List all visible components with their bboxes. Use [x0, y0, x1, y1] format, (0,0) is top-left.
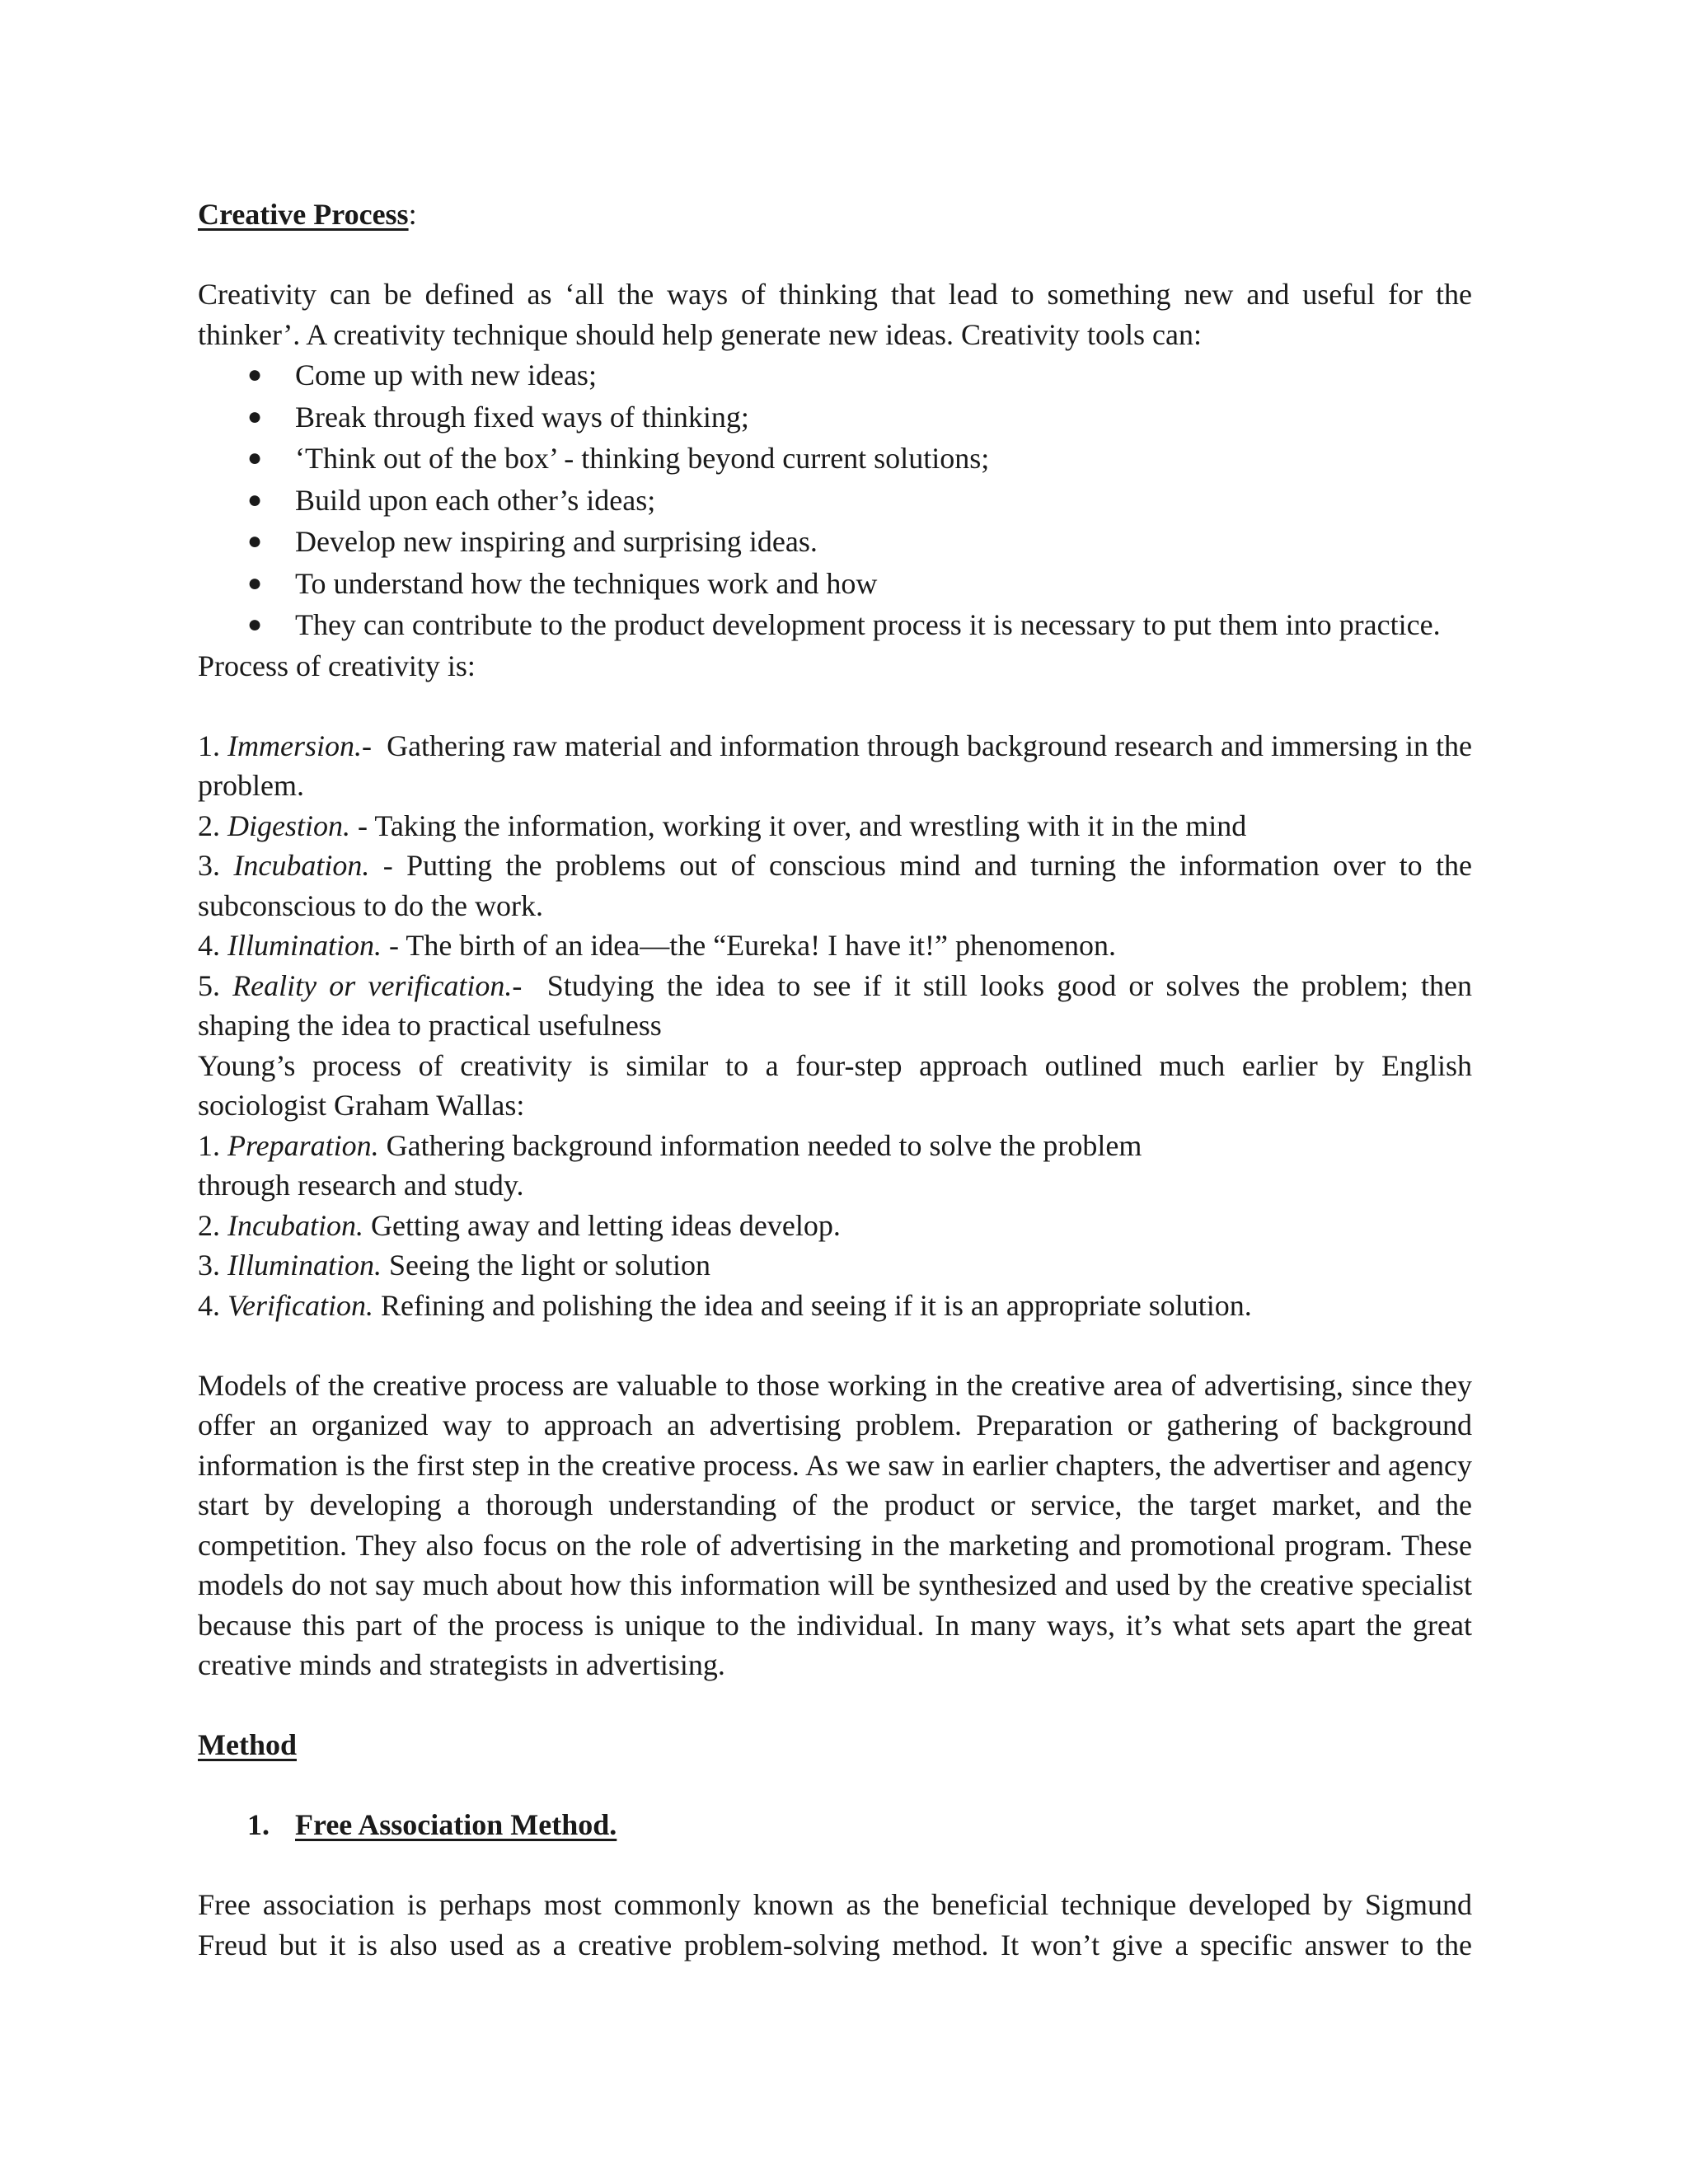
wallas-intro: Young’s process of creativity is similar to a four-step approach outlined much earlier by English sociologist Graham Wallas: [198, 1048, 1472, 1122]
bullet-icon: ● [247, 402, 263, 430]
bullet-icon: ● [247, 611, 263, 638]
list-item: ● They can contribute to the product development process it is necessary to put them into practice. [198, 604, 1472, 646]
list-item: ● ‘Think out of the box’ - thinking beyond current solutions; [198, 438, 1472, 480]
young-step: 2. Digestion. - Taking the information, working it over, and wrestling with it in the mind [198, 808, 1247, 842]
list-item: ● To understand how the techniques work and how [198, 563, 1472, 605]
young-step: 4. Illumination. - The birth of an idea—the “Eureka! I have it!” phenomenon. [198, 929, 1116, 962]
heading-title: Creative Process [198, 198, 409, 231]
process-label: Process of creativity is: [198, 649, 476, 682]
bullet-icon: ● [247, 527, 263, 555]
section-heading [198, 194, 1472, 235]
method-item-heading [198, 1805, 1472, 1845]
bullet-icon: ● [247, 361, 263, 388]
young-step: 5. Reality or verification.- Studying the idea to see if it still looks good or solves the problem; then shaping the idea to practical usefulness [198, 968, 1479, 1042]
heading-colon: : [408, 198, 417, 231]
bullet-icon: ● [247, 569, 263, 597]
list-item: ● Come up with new ideas; [198, 354, 1472, 396]
wallas-step: 1. Preparation. Gathering background information needed to solve the problem [198, 1128, 1142, 1162]
wallas-step-continuation: through research and study. [198, 1169, 524, 1202]
bullet-icon: ● [247, 444, 263, 471]
wallas-step: 3. Illumination. Seeing the light or solution [198, 1249, 710, 1282]
list-item: ● Develop new inspiring and surprising ideas. [198, 521, 1472, 563]
method-item-number: 1. [247, 1808, 270, 1841]
list-item: ● Build upon each other’s ideas; [198, 480, 1472, 522]
list-item: ● Break through fixed ways of thinking; [198, 396, 1472, 438]
models-paragraph: Models of the creative process are valuable to those working in the creative area of advertising, since they offer an organized way to approach an advertising problem. Preparation or gathering of background information is the first step in the creative process. As we saw in earlier chapters, the advertiser and agency start by developing a thorough understanding of the product or service, the target market, and the competition. They also focus on the role of advertising in the marketing and promotional program. These models do not say much about how this information will be synthesized and used by the creative specialist because this part of the process is unique to the individual. In many ways, it’s what sets apart the great creative minds and strategists in advertising. [198, 1368, 1472, 1681]
young-step: 1. Immersion.- Gathering raw material and information through background research and immersing in the problem. [198, 729, 1479, 802]
young-step: 3. Incubation. - Putting the problems out of conscious mind and turning the information over to the subconscious to do the work. [198, 849, 1473, 922]
free-association-paragraph: Free association is perhaps most commonly known as the beneficial technique developed by Sigmund Freud but it is also used as a creative problem-solving method. It won’t give a specific answer to the [198, 1888, 1472, 1961]
method-item-title: Free Association Method. [295, 1808, 617, 1841]
wallas-step: 4. Verification. Refining and polishing the idea and seeing if it is an appropriate solution. [198, 1288, 1252, 1322]
wallas-step: 2. Incubation. Getting away and letting ideas develop. [198, 1208, 841, 1242]
intro-paragraph: Creativity can be defined as ‘all the ways of thinking that lead to something new and useful for the thinker’. A creativity technique should help generate new ideas. Creativity tools can: [198, 278, 1472, 351]
method-heading: Method [198, 1728, 297, 1761]
bullet-list [198, 354, 1472, 646]
bullet-icon: ● [247, 485, 263, 513]
